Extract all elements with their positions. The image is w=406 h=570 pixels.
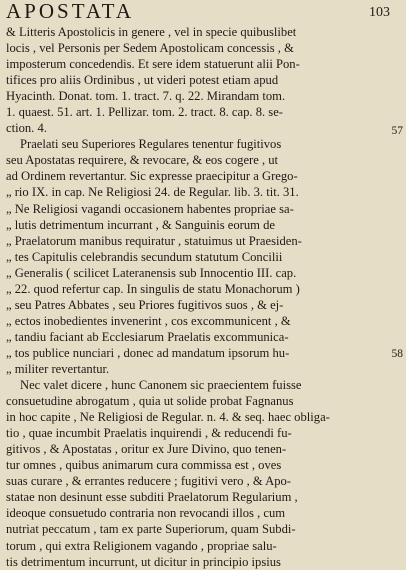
text-line: nutriat peccatum , tam ex parte Superiorum, quam Subdi-: [6, 522, 296, 537]
margin-note: 57: [391, 125, 403, 137]
text-line: gitivos , & Apostatas , oritur ex Jure Divino, quo tenen-: [6, 442, 287, 457]
text-line: seu Apostatas requirere, & revocare, & eos cogere , ut: [6, 153, 279, 168]
text-line: „ lutis detrimentum incurrant , & Sanguinis eorum de: [6, 217, 275, 232]
running-header: [6, 0, 400, 24]
text-line: 1. quaest. 51. art. 1. Pellizar. tom. 2. tract. 8. cap. 8. se-: [6, 105, 283, 120]
text-line: tifices pro aliis Ordinibus , ut videri potest etiam apud: [6, 73, 279, 88]
text-line: „ tos publice nunciari , donec ad mandatum ipsorum hu-: [6, 345, 290, 360]
text-line: „ ectos inobedientes invenerint , cos excommunicent , &: [6, 313, 291, 328]
text-line: „ tes Capitulis celebrandis secundum statutum Concilii: [6, 249, 283, 264]
text-line: in hoc capite , Ne Religiosi de Regular. n. 4. & seq. haec obliga-: [6, 410, 330, 425]
text-line: imposterum concedendis. Et sere idem statuerunt alii Pon-: [6, 57, 300, 72]
text-line: „ Generalis ( scilicet Lateranensis sub Innocentio III. cap.: [6, 265, 297, 280]
text-line: tur omnes , quibus animarum cura commissa est , oves: [6, 458, 282, 473]
body-text: [6, 24, 380, 570]
text-line: torum , qui extra Religionem vagando , propriae salu-: [6, 538, 277, 553]
text-line: „ militer revertantur.: [6, 361, 110, 376]
text-line: Praelati seu Superiores Regulares tenentur fugitivos: [20, 137, 282, 152]
text-line: & Litteris Apostolicis in genere , vel in specie quibuslibet: [6, 25, 297, 39]
text-line: „ rio IX. in cap. Ne Religiosi 24. de Regular. lib. 3. tit. 31.: [6, 185, 299, 200]
text-line: ction. 4.: [6, 121, 47, 136]
text-line: „ 22. quod refertur cap. In singulis de statu Monachorum ): [6, 281, 300, 296]
text-line: „ Praelatorum manibus requiratur , statuimus ut Praesiden-: [6, 233, 302, 248]
text-line: „ seu Patres Abbates , seu Priores fugitivos suos , & ej-: [6, 297, 284, 312]
text-line: locis , vel Personis per Sedem Apostolicam concessis , &: [6, 41, 294, 56]
text-line: ad Ordinem revertantur. Sic expresse praecipitur a Grego-: [6, 169, 298, 184]
text-line: suas curare , & errantes reducere ; fugitivi vero , & Apo-: [6, 474, 292, 489]
text-line: Hyacinth. Donat. tom. 1. tract. 7. q. 22. Mirandam tom.: [6, 89, 286, 104]
text-line: statae non desinunt esse subditi Praelatorum Regularium ,: [6, 490, 298, 505]
running-title: APOSTATA: [6, 0, 134, 23]
text-line: consuetudine abrogatum , quia ut solide probat Fagnanus: [6, 394, 294, 409]
text-line: „ Ne Religiosi vagandi occasionem habentes propriae sa-: [6, 201, 294, 216]
margin-note: 58: [391, 348, 403, 360]
text-line: tio , quae incumbit Praelatis inquirendi , & reducendi fu-: [6, 426, 292, 441]
page-number: 103: [369, 5, 390, 20]
text-line: tis detrimentum incurrunt, ut dicitur in principio ipsius: [6, 554, 281, 569]
text-line: „ tandiu faciant ab Ecclesiarum Praelatis excommunica-: [6, 329, 289, 344]
text-line: Nec valet dicere , hunc Canonem sic praecientem fuisse: [20, 378, 302, 393]
text-line: ideoque consuetudo contraria non revocandi illos , cum: [6, 506, 286, 521]
